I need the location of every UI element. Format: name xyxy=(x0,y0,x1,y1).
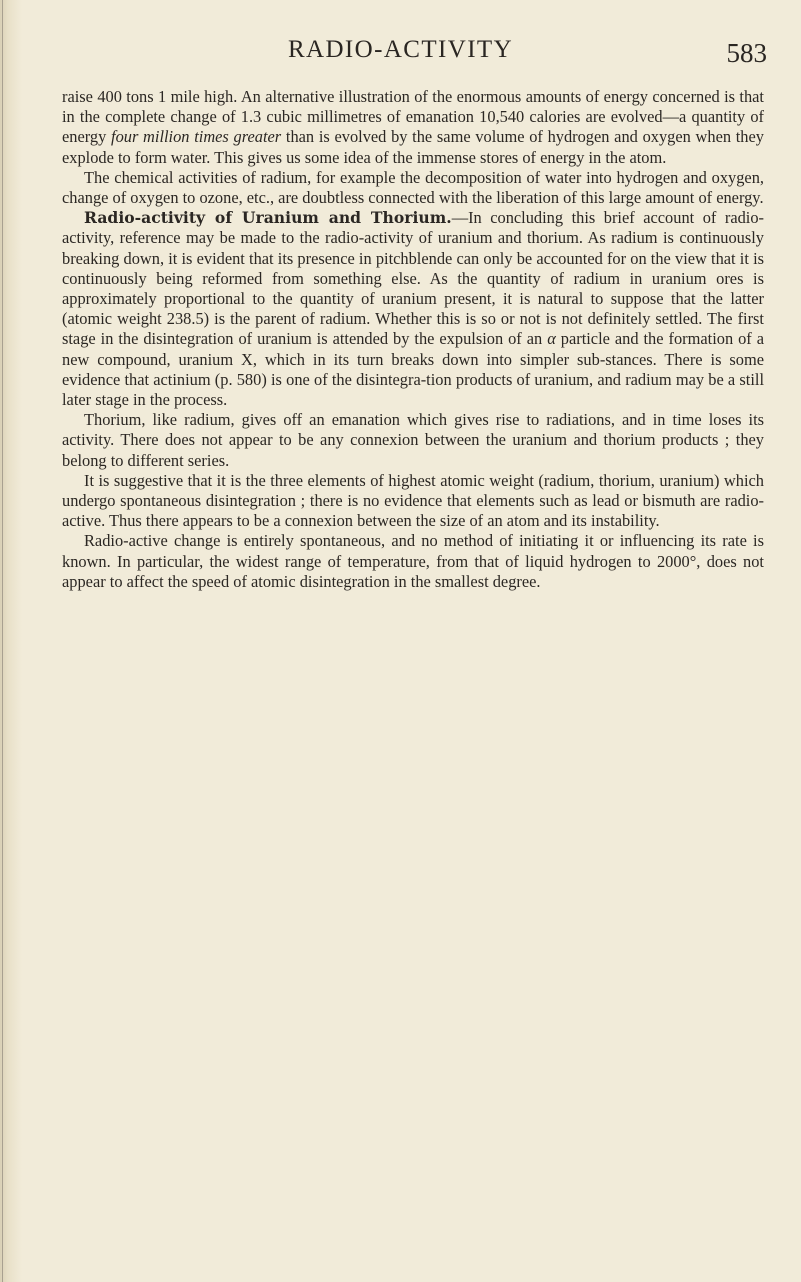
paragraph-spontaneous-change: Radio-active change is entirely spontaneous, and no method of initiating it or influencing its rate is known. In particular, the widest range of temperature, from that of liquid hydrogen to 2000°, does not appear to affect the speed of atomic disintegration in the smallest degree. xyxy=(62,531,764,591)
paragraph-text: —In concluding this brief account of radio-activity, reference may be made to the radio-activity of uranium and thorium. As radium is continuously breaking down, it is evident that its presence in pitchblende can only be accounted for on the view that it is continuously being reformed from something else. As the quantity of radium in uranium ores is approximately proportional to the quantity of uranium present, it is natural to suppose that the latter (atomic weight 238.5) is the parent of radium. Whether this is so or not is not definitely settled. The first stage in the disintegration of uranium is attended by the expulsion of an xyxy=(62,208,764,349)
paragraph-text: than is evolved by the same volume of hydrogen and oxygen when they explode to form water. This gives us some idea of the immense stores of energy in the atom. xyxy=(62,127,764,167)
page-gutter-line xyxy=(2,0,3,1282)
page-gutter-shadow xyxy=(0,0,22,1282)
alpha-symbol: α xyxy=(547,329,556,349)
paragraph-thorium: Thorium, like radium, gives off an emanation which gives rise to radiations, and in time loses its activity. There does not appear to be any connexion between the uranium and thorium products ; they belong to different series. xyxy=(62,410,764,470)
emphasis-four-million-times: four million times greater xyxy=(111,127,282,147)
paragraph-energy-illustration xyxy=(62,87,764,168)
page-number: 583 xyxy=(726,38,767,68)
paragraph-uranium-thorium xyxy=(62,208,764,410)
paragraph-chemical-activities: The chemical activities of radium, for example the decomposition of water into hydrogen and oxygen, change of oxygen to ozone, etc., are doubtless connected with the liberation of this large amount of energy. xyxy=(62,167,764,208)
section-heading: Radio-activity of Uranium and Thorium. xyxy=(84,208,452,228)
body-text xyxy=(62,87,764,592)
paragraph-text: particle and the formation of a new compound, uranium X, which in its turn breaks down into simpler sub-stances. There is some evidence that actinium (p. 580) is one of the disintegra-tion products of uranium, and radium may be a still later stage in the process. xyxy=(62,329,765,410)
page-header xyxy=(0,32,801,72)
running-head: RADIO-ACTIVITY xyxy=(287,36,514,63)
paragraph-atomic-weight: It is suggestive that it is the three elements of highest atomic weight (radium, thorium, uranium) which undergo spontaneous disintegration ; there is no evidence that elements such as lead or bismuth are radio-active. Thus there appears to be a connexion between the size of an atom and its instability. xyxy=(62,470,764,531)
paragraph-text: raise 400 tons 1 mile high. An alternative illustration of the enormous amounts of energy concerned is that in the complete change of 1.3 cubic millimetres of emanation 10,540 calories are evolved—a quantity of energy xyxy=(62,87,764,147)
